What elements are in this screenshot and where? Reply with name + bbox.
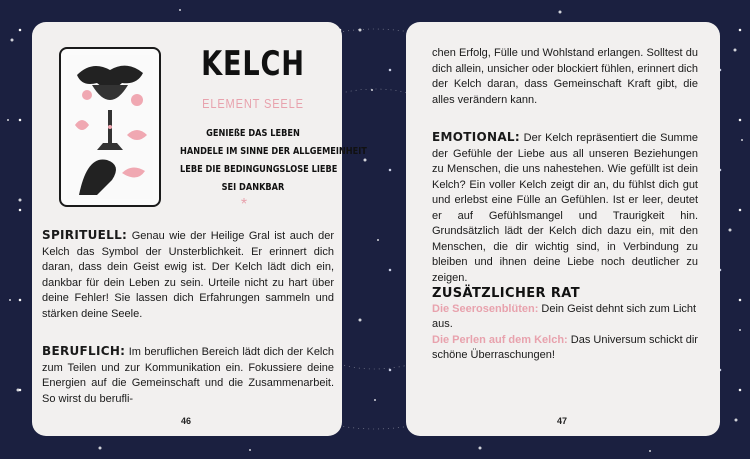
spirituell-text: Genau wie der Heilige Gral ist auch der Kelch das Symbol der Unsterblichkeit. Er erinnert dich daran, dass dein Geist ewig ist. Der Kelch lädt dich ein, dankbar für dein Leben zu sein. Urteile nicht zu hart über deine Fehler! Sie lassen dich Erfahrungen sammeln und stärken deine Seele. (42, 230, 335, 320)
emotional-text: Der Kelch repräsentiert die Summe der Gefühle der Liebe aus all unseren Beziehungen zu Menschen, die uns nahestehen. Wie gefüllt ist dein Kelch? Ein voller Kelch zeigt dir an, du fühlst dich gut und erlebst eine Fülle an Gefühlen. Ist er leer, deutet er auf Gefühlsmangel und Traurigkeit hin. Grundsätzlich lädt der Kelch dich dazu ein, mit den Menschen, die dir wichtig sind, in Verbindung zu bleiben und ihnen deine Liebe noch deutlicher zu zeigen. (432, 132, 699, 284)
tip-label: Die Seerosenblüten: (432, 302, 539, 315)
motto-list (164, 125, 367, 197)
beruflich-section (42, 344, 334, 407)
right-page (406, 22, 720, 436)
motto-item: HANDELE IM SINNE DER ALLGEMEINHEIT (180, 146, 367, 157)
rat-heading: ZUSÄTZLICHER RAT (432, 286, 580, 301)
left-page (32, 22, 367, 436)
continued-section (432, 46, 698, 108)
beruflich-heading: BERUFLICH: (42, 344, 126, 358)
emotional-section (432, 130, 698, 286)
tip-item (432, 333, 698, 364)
page-number: 47 (557, 416, 568, 426)
motto-item: GENIEßE DAS LEBEN (206, 128, 300, 139)
beruflich-text: Im beruflichen Bereich lädt dich der Kelch zum Teilen und zur Kommunikation ein. Fokussiere deine Energien auf die Gemeinschaft und die Zusammenarbeit. So wirst du berufli- (42, 346, 334, 405)
tip-text: Das Universum schickt dir schöne Überraschungen! (432, 333, 698, 361)
tarot-card-illustration (59, 47, 161, 207)
tip-text: Dein Geist dehnt sich zum Licht aus. (432, 302, 697, 330)
tip-item (432, 302, 698, 333)
element-subtitle: ELEMENT SEELE (202, 96, 304, 111)
continued-text: chen Erfolg, Fülle und Wohlstand erlangen. Solltest du dich allein, unsicher oder blockiert fühlen, erinnert dich der Kelch daran, dass Gemeinschaft Kraft gibt, die alles verändern kann. (432, 47, 698, 106)
asterisk-divider: * (240, 196, 248, 213)
page-number: 46 (181, 416, 192, 426)
motto-item: LEBE DIE BEDINGUNGSLOSE LIEBE (180, 164, 338, 175)
chalice-icon (67, 55, 153, 199)
spirituell-heading: SPIRITUELL: (42, 228, 128, 242)
emotional-heading: EMOTIONAL: (432, 130, 520, 144)
page-title: KELCH (201, 44, 305, 84)
rat-section (432, 286, 698, 364)
motto-item: SEI DANKBAR (221, 182, 285, 193)
spirituell-section (42, 228, 334, 322)
tip-label: Die Perlen auf dem Kelch: (432, 333, 568, 346)
